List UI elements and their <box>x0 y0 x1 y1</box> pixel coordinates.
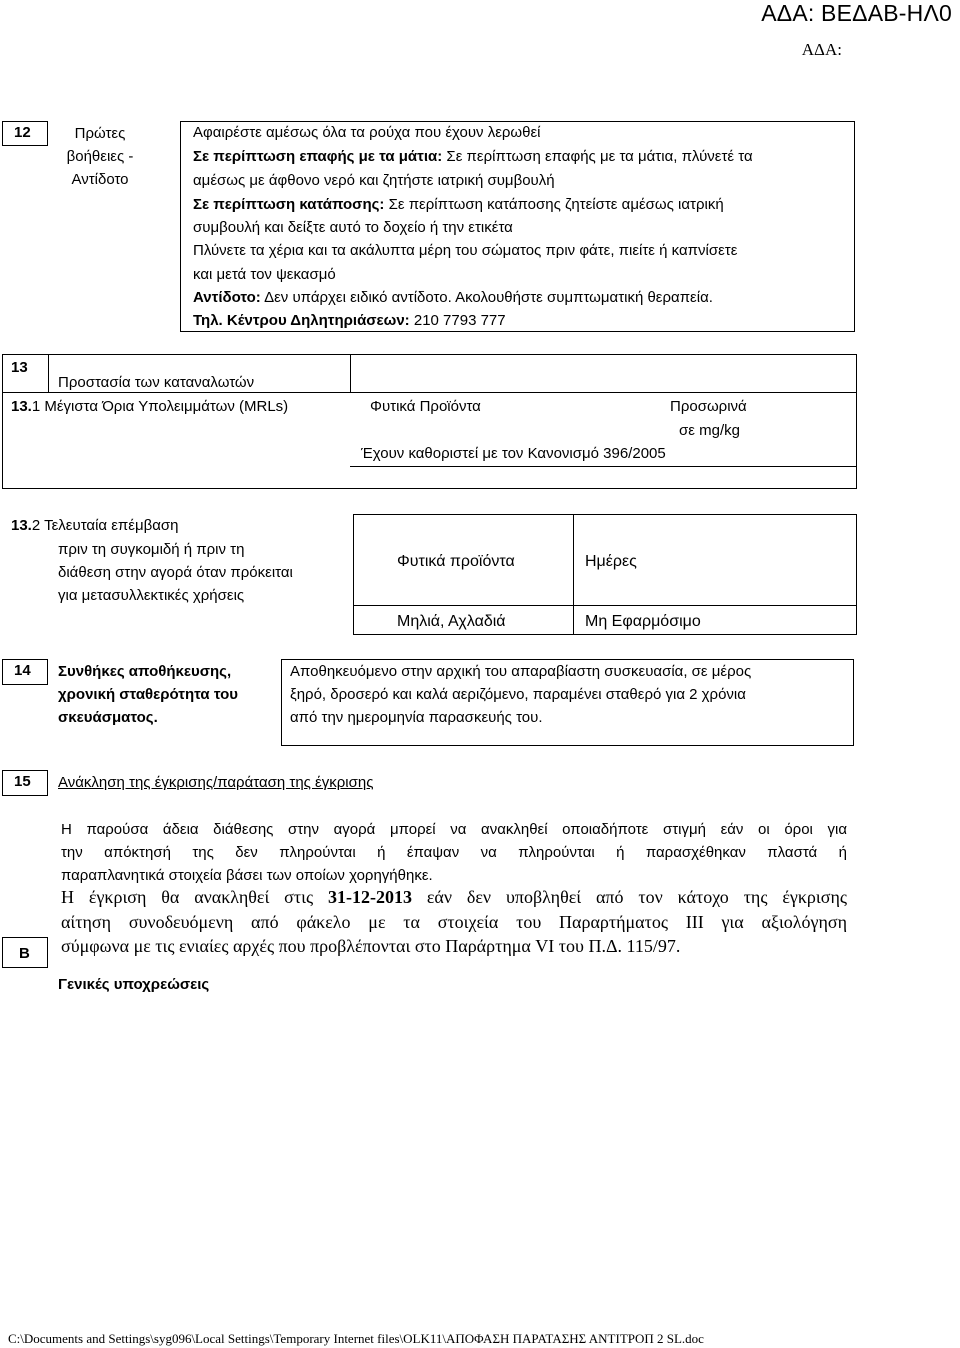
storage-line-3: από την ημερομηνία παρασκευής του. <box>290 709 543 726</box>
subsection-13-2-line-4: για μετασυλλεκτικές χρήσεις <box>58 587 245 604</box>
subsection-13-2-line-3: διάθεση στην αγορά όταν πρόκειται <box>58 564 293 581</box>
section-13-number: 13 <box>11 359 28 376</box>
ada-small-header: ΑΔΑ: <box>801 40 842 59</box>
first-aid-line-6: Πλύνετε τα χέρια και τα ακάλυπτα μέρη του σώματος πριν φάτε, πιείτε ή καπνίσετε <box>193 242 738 259</box>
poison-center-line: Τηλ. Κέντρου Δηλητηριάσεων: 210 7793 777 <box>193 312 506 329</box>
first-aid-line-3: αμέσως με άφθονο νερό και ζητήστε ιατρική συμβουλή <box>193 172 555 189</box>
expiry-line-1: Η έγκριση θα ανακληθεί στις 31-12-2013 εάν δεν υποβληθεί από τον κάτοχο της έγκρισης <box>61 887 848 907</box>
first-aid-line-5: συμβουλή και δείξτε αυτό το δοχείο ή την ετικέτα <box>193 219 513 236</box>
phi-days-header: Ημέρες <box>585 553 637 570</box>
mrl-temporary-header: Προσωρινά <box>670 398 747 415</box>
first-aid-line-1: Αφαιρέστε αμέσως όλα τα ρούχα που έχουν λερωθεί <box>193 124 541 141</box>
phi-crop-cell: Μηλιά, Αχλαδιά <box>397 613 506 630</box>
section-14-number: 14 <box>2 659 48 685</box>
subsection-13-1-label: 13.1 Μέγιστα Όρια Υπολειμμάτων (MRLs) <box>11 398 289 415</box>
expiry-line-2: αίτηση συνοδευόμενη από φάκελο με τα στοιχεία του Παραρτήματος ΙΙΙ για αξιολόγηση <box>61 912 847 932</box>
section-13-title: Προστασία των καταναλωτών <box>58 374 255 391</box>
phi-days-cell: Μη Εφαρμόσιμο <box>585 613 701 630</box>
mrl-products-header: Φυτικά Προϊόντα <box>370 398 481 415</box>
section-b-title: Γενικές υποχρεώσεις <box>58 976 210 993</box>
first-aid-line-7: και μετά τον ψεκασμό <box>193 266 336 283</box>
mrl-regulation-note: Έχουν καθοριστεί με τον Κανονισμό 396/2005 <box>361 445 666 462</box>
ada-header: ΑΔΑ: ΒΕΔΑΒ-ΗΛ0 <box>761 0 952 26</box>
antidote-line: Αντίδοτο: Δεν υπάρχει ειδικό αντίδοτο. Ακολουθήστε συμπτωματική θεραπεία. <box>193 289 713 306</box>
expiry-line-3: σύμφωνα με τις ενιαίες αρχές που προβλέπονται στο Παράρτημα VI του Π.Δ. 115/97. <box>61 936 681 956</box>
section-15-title: Ανάκληση της έγκρισης/παράταση της έγκρισης <box>58 774 374 791</box>
section-15-number: 15 <box>2 770 48 796</box>
storage-line-1: Αποθηκευόμενο στην αρχική του απαραβίαστη συσκευασία, σε μέρος <box>290 663 752 680</box>
mrl-unit-header: σε mg/kg <box>679 422 740 439</box>
section-b-number: B <box>19 945 30 962</box>
subsection-13-2-label: 13.2 Τελευταία επέμβαση <box>11 517 179 534</box>
revocation-line-3: παραπλανητικά στοιχεία βάσει των οποίων χορηγήθηκε. <box>61 867 433 884</box>
phi-products-header: Φυτικά προϊόντα <box>397 553 515 570</box>
revocation-line-1: Η παρούσα άδεια διάθεσης στην αγορά μπορεί να ανακληθεί οποιαδήποτε στιγμή εάν οι όροι για <box>61 821 847 838</box>
first-aid-line-2: Σε περίπτωση επαφής με τα μάτια: Σε περίπτωση επαφής με τα μάτια, πλύνετέ τα <box>193 148 753 165</box>
first-aid-line-4: Σε περίπτωση κατάποσης: Σε περίπτωση κατάποσης ζητείστε αμέσως ιατρική <box>193 196 724 213</box>
revocation-line-2: την απόκτησή της δεν πληρούνται ή έπαψαν να πληρούνται ή παρασχέθηκαν πλαστά ή <box>61 844 847 861</box>
footer-file-path: C:\Documents and Settings\syg096\Local Settings\Temporary Internet files\OLK11\ΑΠΟΦΑΣΗ ΠΑΡΑΤΑΣΗΣ ΑΝΤΙΤΡΟΠ 2 SL.doc <box>8 1331 704 1346</box>
subsection-13-2-line-2: πριν τη συγκομιδή ή πριν τη <box>58 541 245 558</box>
storage-line-2: ξηρό, δροσερό και καλά αεριζόμενο, παραμένει σταθερό για 2 χρόνια <box>290 686 746 703</box>
section-12-title: Πρώτες βοήθειες - Αντίδοτο <box>66 125 134 188</box>
section-14-title: Συνθήκες αποθήκευσης, χρονική σταθερότητα του σκευάσματος. <box>58 663 238 726</box>
section-12-number: 12 <box>2 121 48 146</box>
